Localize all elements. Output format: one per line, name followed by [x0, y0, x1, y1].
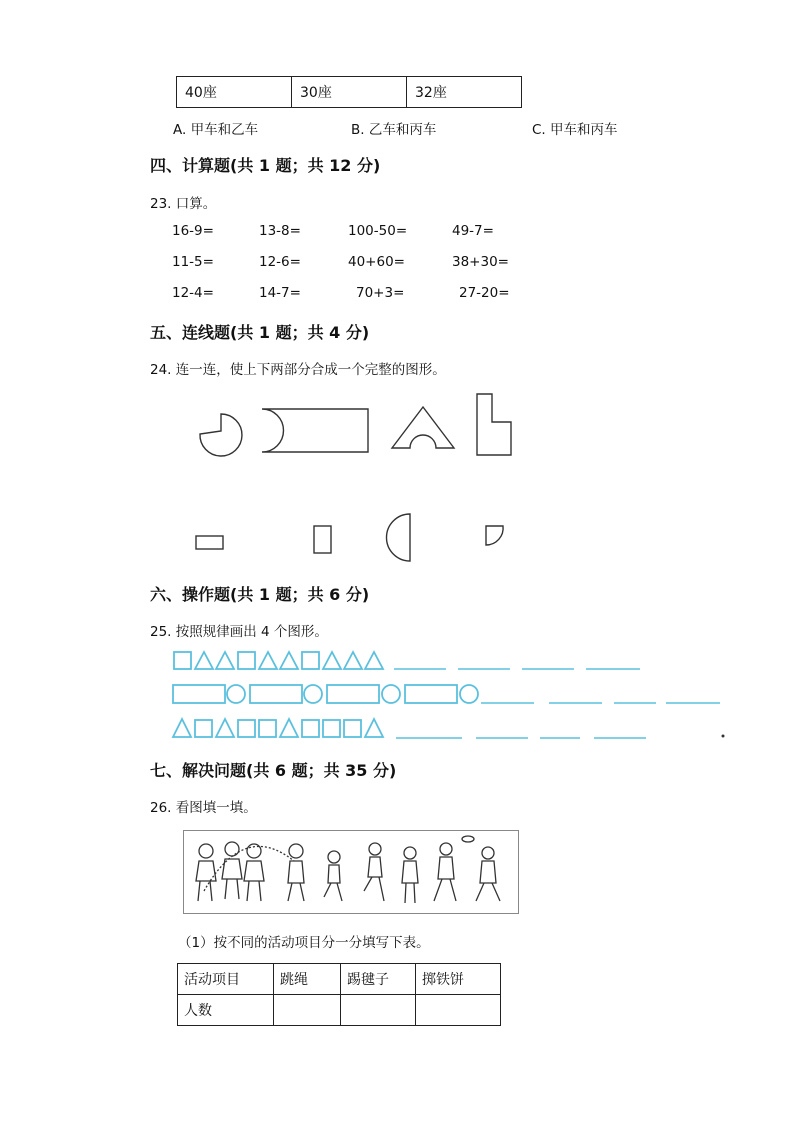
calc-2-3: 40+60= [348, 254, 405, 270]
activity-row-label: 人数 [178, 995, 274, 1026]
calc-1-2: 13-8= [259, 223, 301, 239]
pattern-triangle [280, 652, 298, 669]
pattern-triangle [280, 719, 298, 737]
activity-header-3: 踢毽子 [341, 964, 416, 995]
pattern-square [195, 720, 212, 737]
calc-3-3: 70+3= [356, 285, 405, 301]
activity-cell-discus[interactable] [416, 995, 501, 1026]
pattern-triangle [216, 652, 234, 669]
pattern-circle [227, 685, 245, 703]
option-c: C. 甲车和丙车 [532, 122, 618, 138]
sub-question-1: （1）按不同的活动项目分一分填写下表。 [178, 935, 430, 951]
pattern-circle [460, 685, 478, 703]
activity-header-2: 跳绳 [274, 964, 341, 995]
option-b: B. 乙车和丙车 [351, 122, 437, 138]
pattern-triangle [365, 719, 383, 737]
activity-cell-rope[interactable] [274, 995, 341, 1026]
pattern-square [238, 652, 255, 669]
calc-3-4: 27-20= [459, 285, 510, 301]
quarter-circle-shape [486, 526, 503, 545]
seat-table [176, 76, 522, 108]
pattern-square [302, 720, 319, 737]
pattern-triangle [259, 652, 277, 669]
section6-heading: 六、操作题(共 1 题；共 6 分) [150, 585, 370, 604]
rectangle-with-semicircle-cutout-shape [262, 409, 368, 452]
seat-cell-2: 30座 [292, 77, 407, 108]
activity-header-1: 活动项目 [178, 964, 274, 995]
question-24: 24. 连一连，使上下两部分合成一个完整的图形。 [150, 362, 446, 378]
small-rectangle-shape [196, 536, 223, 549]
calc-3-1: 12-4= [172, 285, 214, 301]
pattern-square [344, 720, 361, 737]
pattern-triangle [216, 719, 234, 737]
pattern-rectangle [327, 685, 379, 703]
pattern-rectangle [250, 685, 302, 703]
calc-3-2: 14-7= [259, 285, 301, 301]
section7-heading: 七、解决问题(共 6 题；共 35 分) [150, 761, 397, 780]
question-25: 25. 按照规律画出 4 个图形。 [150, 624, 328, 640]
calc-2-1: 11-5= [172, 254, 214, 270]
pattern-square [238, 720, 255, 737]
pattern-triangle [365, 652, 383, 669]
pattern-rectangle [173, 685, 225, 703]
activity-table [177, 963, 501, 1026]
calc-2-4: 38+30= [452, 254, 509, 270]
calc-1-4: 49-7= [452, 223, 494, 239]
shape-matching-figure [170, 385, 530, 570]
calc-1-3: 100-50= [348, 223, 408, 239]
option-a: A. 甲车和乙车 [173, 122, 259, 138]
section5-heading: 五、连线题(共 1 题；共 4 分) [150, 323, 370, 342]
pattern-triangle [173, 719, 191, 737]
pattern-square [174, 652, 191, 669]
seat-cell-3: 32座 [407, 77, 522, 108]
pattern-triangle [344, 652, 362, 669]
pattern-square [259, 720, 276, 737]
pattern-square [323, 720, 340, 737]
pattern-figure [170, 648, 730, 743]
pattern-circle [382, 685, 400, 703]
pattern-triangle [195, 652, 213, 669]
activity-header-4: 掷铁饼 [416, 964, 501, 995]
calc-1-1: 16-9= [172, 223, 214, 239]
pattern-circle [304, 685, 322, 703]
tall-rectangle-shape [314, 526, 331, 553]
activity-cell-shuttlecock[interactable] [341, 995, 416, 1026]
l-shape [477, 394, 511, 455]
section4-heading: 四、计算题(共 1 题；共 12 分) [150, 156, 381, 175]
seat-cell-1: 40座 [177, 77, 292, 108]
pattern-square [302, 652, 319, 669]
triangle-with-semicircle-cutout-shape [392, 407, 454, 448]
circle-missing-quarter-shape [200, 414, 242, 456]
pattern-rectangle [405, 685, 457, 703]
calc-2-2: 12-6= [259, 254, 301, 270]
question-26: 26. 看图填一填。 [150, 800, 257, 816]
half-circle-shape [387, 514, 411, 561]
activity-illustration [183, 830, 519, 914]
question-23: 23. 口算。 [150, 196, 217, 212]
pattern-triangle [323, 652, 341, 669]
